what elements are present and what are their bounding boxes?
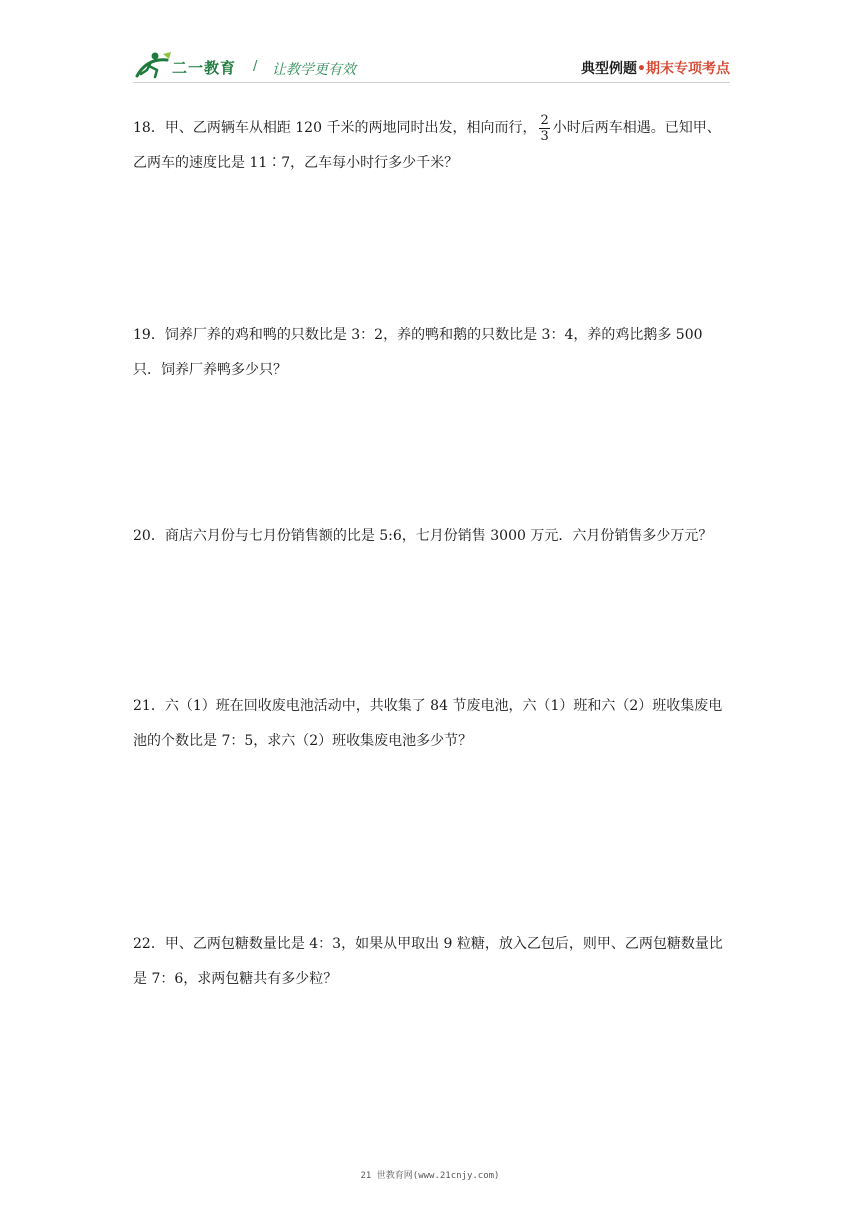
question-text: 六（1）班在回收废电池活动中，共收集了 84 节废电池，六（1）班和六（2）班收集废电池的个数比是 7：5，求六（2）班收集废电池多少节？ [133,698,723,749]
question-number: 19． [133,327,165,343]
header-rule [133,82,730,83]
question-22 [133,927,733,997]
question-18 [133,111,733,181]
question-21 [133,689,733,759]
question-text: 甲、乙两包糖数量比是 4：3，如果从甲取出 9 粒糖，放入乙包后，则甲、乙两包糖数量比是 7：6，求两包糖共有多少粒？ [133,936,723,987]
category-main: 典型例题 [581,61,638,77]
header-category [581,58,730,78]
question-20 [133,519,733,554]
brand-slogan: 让教学更有效 [272,62,356,78]
fraction-denominator: 3 [540,128,549,144]
question-number: 22． [133,936,165,952]
brand-name: 二一教育 [172,59,237,77]
page-footer: 21 世教育网(www.21cnjy.com) [360,1171,500,1181]
question-text: 商店六月份与七月份销售额的比是 5:6，七月份销售 3000 万元．六月份销售多少万元？ [164,528,713,544]
question-text-part1: 甲、乙两辆车从相距 120 千米的两地同时出发，相向而行， [164,120,537,136]
question-text: 饲养厂养的鸡和鸭的只数比是 3：2，养的鸭和鹅的只数比是 3：4，养的鸡比鹅多 500 只．饲养厂养鸭多少只？ [133,327,703,378]
category-dot: • [637,61,646,77]
page-header [0,0,860,92]
question-number: 20． [133,528,165,544]
question-19 [133,318,733,388]
fraction-numerator: 2 [540,112,549,128]
header-divider: / [253,59,258,74]
category-accent: 期末专项考点 [646,61,730,77]
question-number: 21． [133,698,165,714]
question-text-part2: 小时后两车相遇。已知甲、乙两车的速度比是 11∶7，乙车每小时行多少千米？ [133,120,721,171]
fraction [539,113,549,144]
question-number: 18． [133,120,165,136]
